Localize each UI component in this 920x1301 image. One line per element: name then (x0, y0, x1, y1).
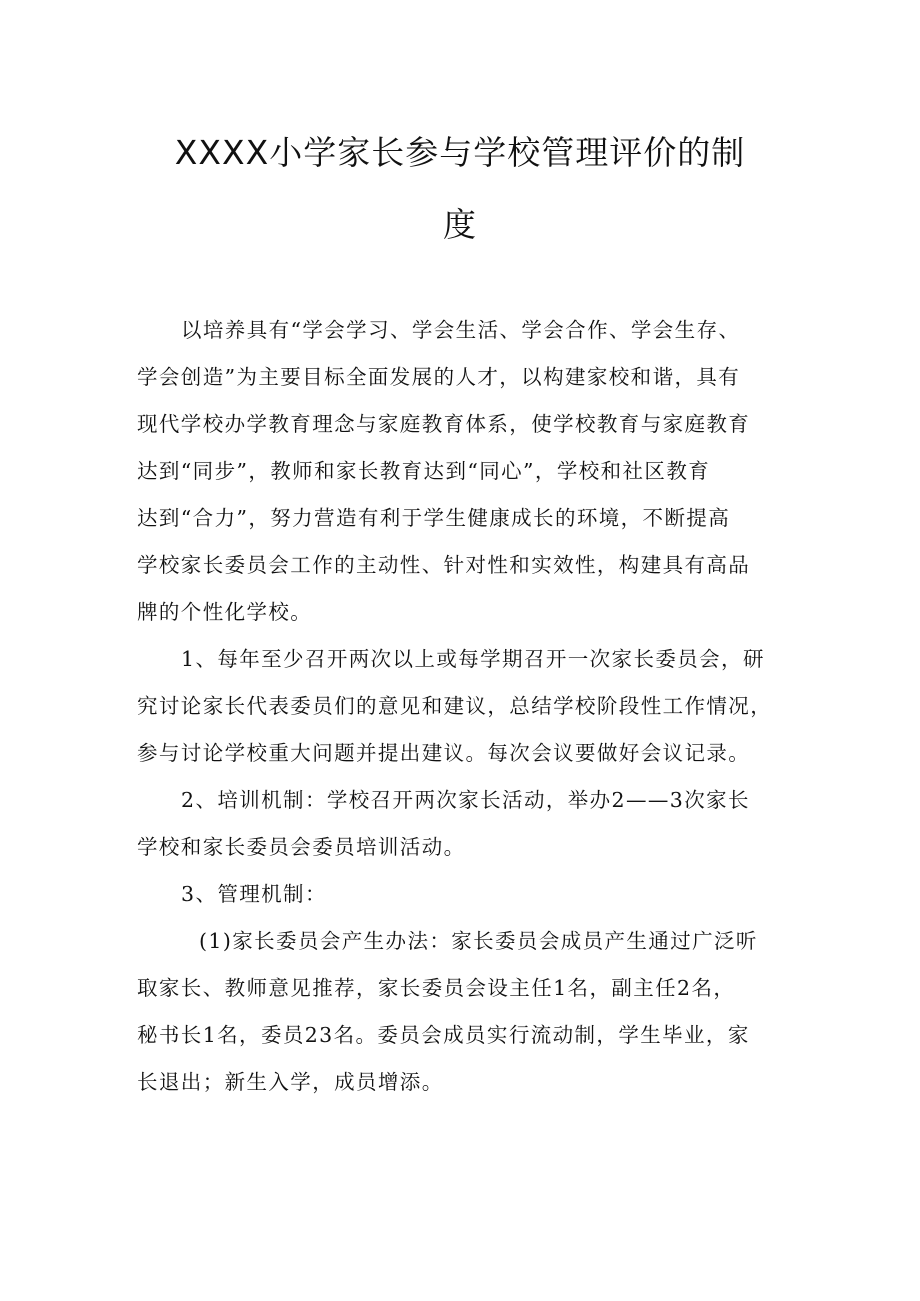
paragraph-line: 2、培训机制：学校召开两次家长活动，举办2——3次家长 (181, 788, 750, 812)
paragraph-line: 3、管理机制： (181, 882, 327, 906)
paragraph-line: (1)家长委员会产生办法：家长委员会成员产生通过广泛听 (199, 929, 758, 953)
paragraph-line: 取家长、教师意见推荐，家长委员会设主任1名，副主任2名， (137, 976, 736, 1000)
paragraph-line: 以培养具有“学会学习、学会生活、学会合作、学会生存、 (181, 318, 741, 342)
document-title-line-2: 度 (443, 205, 477, 244)
item-2-paragraph (137, 777, 795, 871)
paragraph-line: 究讨论家长代表委员们的意见和建议，总结学校阶段性工作情况， (137, 694, 773, 718)
paragraph-line: 长退出；新生入学，成员增添。 (137, 1070, 444, 1094)
paragraph-line: 参与讨论学校重大问题并提出建议。每次会议要做好会议记录。 (137, 741, 751, 765)
paragraph-line: 学校和家长委员会委员培训活动。 (137, 835, 466, 859)
item-3-paragraph (137, 871, 795, 918)
paragraph-line: 现代学校办学教育理念与家庭教育体系，使学校教育与家庭教育 (137, 412, 751, 436)
document-body (137, 307, 795, 1106)
intro-paragraph (137, 307, 795, 636)
paragraph-line: 秘书长1名，委员23名。委员会成员实行流动制，学生毕业，家 (137, 1023, 750, 1047)
paragraph-line: 1、每年至少召开两次以上或每学期召开一次家长委员会，研 (181, 647, 765, 671)
paragraph-line: 学会创造”为主要目标全面发展的人才，以构建家校和谐，具有 (137, 365, 741, 389)
paragraph-line: 学校家长委员会工作的主动性、针对性和实效性，构建具有高品 (137, 553, 751, 577)
item-3-1-paragraph (137, 918, 795, 1106)
paragraph-line: 达到“同步”，教师和家长教育达到“同心”，学校和社区教育 (137, 459, 711, 483)
paragraph-line: 牌的个性化学校。 (137, 600, 313, 624)
document-title-line-1: XXXX小学家长参与学校管理评价的制 (174, 133, 746, 172)
item-1-paragraph (137, 636, 795, 777)
paragraph-line: 达到“合力”，努力营造有利于学生健康成长的环境，不断提高 (137, 506, 731, 530)
